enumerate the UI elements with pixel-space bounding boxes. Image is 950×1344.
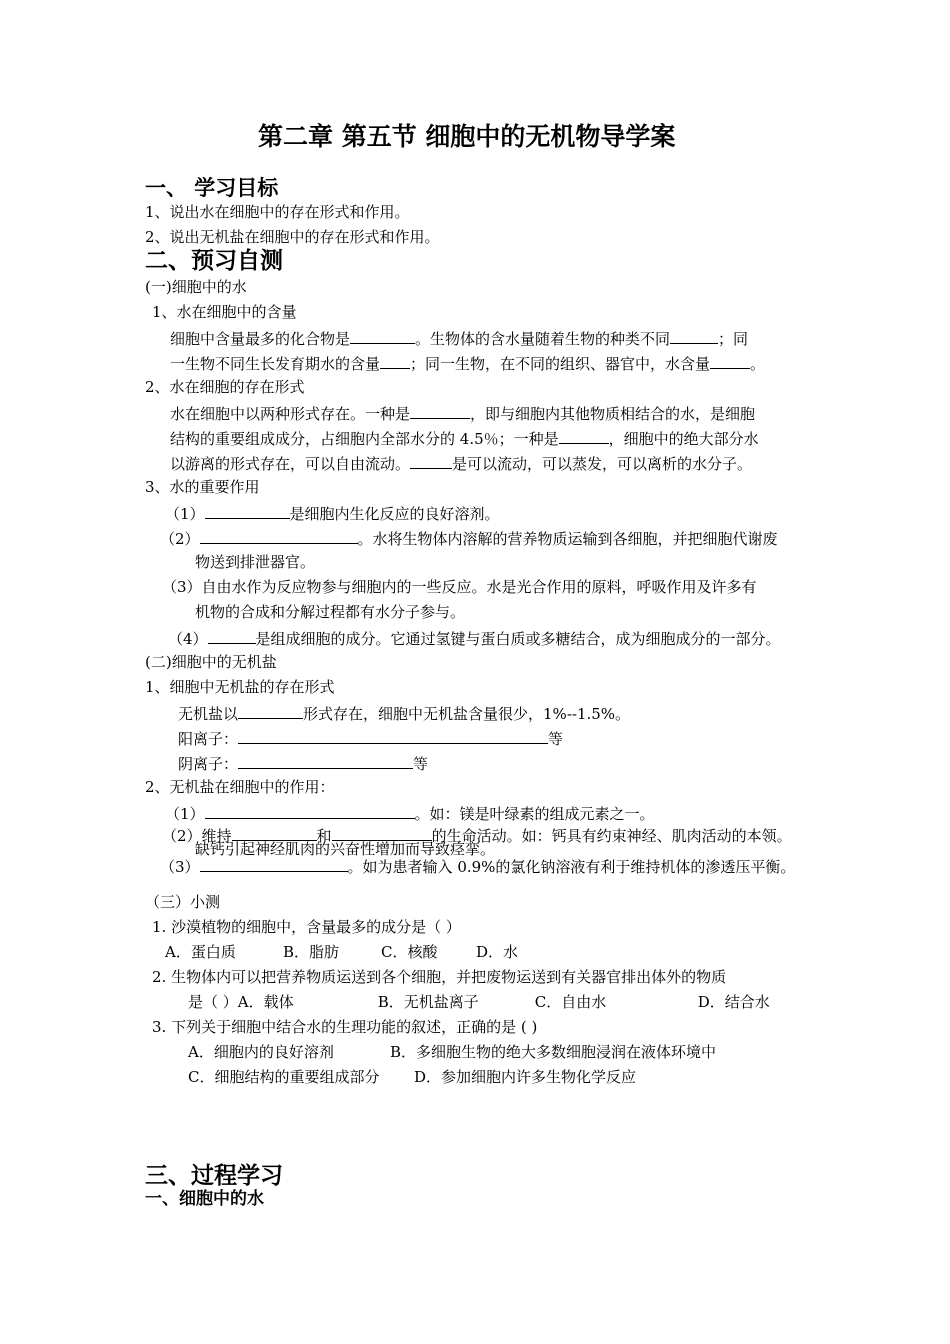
blank[interactable] — [559, 428, 609, 444]
water-form-line-3: 以游离的形式存在，可以自由流动。 是可以流动，可以蒸发，可以离析的水分子。 — [170, 455, 753, 473]
blank[interactable] — [238, 728, 548, 744]
option: B．脂肪 — [283, 943, 340, 961]
blank[interactable] — [200, 856, 348, 872]
section-2-heading: 二、预习自测 — [145, 248, 283, 274]
blank[interactable] — [208, 628, 256, 644]
option: B．无机盐离子 — [377, 993, 479, 1011]
section-3-sub: 一、细胞中的水 — [145, 1189, 264, 1209]
objective-item: 1、说出水在细胞中的存在形式和作用。 — [145, 203, 410, 221]
option: C．自由水 — [534, 993, 607, 1011]
blank[interactable] — [200, 528, 358, 544]
option: A．蛋白质 — [165, 943, 236, 961]
quiz-q1-options — [165, 943, 518, 961]
water-role-heading: 3、水的重要作用 — [145, 478, 260, 496]
water-role-2: （2） 。水将生物体内溶解的营养物质运输到各细胞，并把细胞代谢废 — [160, 530, 778, 548]
water-content-line-1: 细胞中含量最多的化合物是 。生物体的含水量随着生物的种类不同 ；同 — [170, 330, 749, 348]
option: C．核酸 — [381, 943, 438, 961]
quiz-q3-options-row-2 — [188, 1068, 636, 1086]
quiz-question-2: 2. 生物体内可以把营养物质运送到各个细胞，并把废物运送到有关器官排出体外的物质 — [152, 968, 727, 986]
section-1-heading: 一、 学习目标 — [145, 176, 279, 200]
blank[interactable] — [410, 453, 452, 469]
anion-line: 阴离子： 等 — [178, 755, 429, 773]
objective-item: 2、说出无机盐在细胞中的存在形式和作用。 — [145, 228, 440, 246]
quiz-q2-options: 是（ ）A．载体 B．无机盐离子 C．自由水 D．结合水 — [188, 993, 770, 1011]
blank[interactable] — [670, 328, 718, 344]
water-form-line-2: 结构的重要组成成分，占细胞内全部水分的 4.5％；一种是 ，细胞中的绝大部分水 — [170, 430, 759, 448]
page-title: 第二章 第五节 细胞中的无机物导学案 — [258, 122, 676, 151]
blank[interactable] — [350, 328, 415, 344]
quiz-q3-options-row-1 — [188, 1043, 716, 1061]
water-role-3-cont: 机物的合成和分解过程都有水分子参与。 — [195, 603, 466, 621]
water-role-1: （1） 是细胞内生化反应的良好溶剂。 — [165, 505, 500, 523]
salt-role-3: （3） 。如为患者输入 0.9%的氯化钠溶液有利于维持机体的渗透压平衡。 — [160, 858, 796, 876]
water-role-4: （4） 是组成细胞的成分。它通过氢键与蛋白质或多糖结合，成为细胞成分的一部分。 — [168, 630, 781, 648]
blank[interactable] — [710, 353, 750, 369]
salt-role-2: （2）维持 和 的生命活动。如：钙具有约束神经、肌肉活动的本领。 — [162, 827, 792, 845]
water-form-heading: 2、水在细胞的存在形式 — [145, 378, 305, 396]
blank[interactable] — [205, 503, 290, 519]
quiz-heading: （三）小测 — [145, 893, 221, 911]
salt-form-heading: 1、细胞中无机盐的存在形式 — [145, 678, 335, 696]
water-heading: (一)细胞中的水 — [145, 278, 247, 296]
blank[interactable] — [332, 825, 432, 841]
salt-role-1: （1） 。如：镁是叶绿素的组成元素之一。 — [165, 805, 655, 823]
salt-heading: (二)细胞中的无机盐 — [145, 653, 277, 671]
water-role-2-cont: 物送到排泄器官。 — [195, 553, 316, 571]
option: A．载体 — [237, 993, 294, 1011]
salt-form-line-1: 无机盐以 形式存在，细胞中无机盐含量很少，1%--1.5%。 — [178, 705, 631, 723]
option: A．细胞内的良好溶剂 — [188, 1043, 334, 1061]
blank[interactable] — [232, 825, 317, 841]
water-content-line-2: 一生物不同生长发育期水的含量 ；同一生物，在不同的组织、器官中，水含量 。 — [170, 355, 766, 373]
salt-role-heading: 2、无机盐在细胞中的作用： — [145, 778, 335, 796]
water-role-3: （3）自由水作为反应物参与细胞内的一些反应。水是光合作用的原料，呼吸作用及许多有 — [162, 578, 757, 596]
water-form-line-1: 水在细胞中以两种形式存在。一种是 ，即与细胞内其他物质相结合的水，是细胞 — [170, 405, 756, 423]
blank[interactable] — [380, 353, 410, 369]
salt-role-2-cont: 缺钙引起神经肌肉的兴奋性增加而导致痉挛。 — [195, 840, 496, 858]
blank[interactable] — [238, 703, 303, 719]
blank[interactable] — [205, 803, 415, 819]
quiz-question-1: 1. 沙漠植物的细胞中，含量最多的成分是（ ） — [152, 918, 461, 936]
cation-line: 阳离子： 等 — [178, 730, 564, 748]
option: D．结合水 — [697, 993, 770, 1011]
option: B．多细胞生物的绝大多数细胞浸润在液体环境中 — [390, 1043, 717, 1061]
quiz-question-3: 3. 下列关于细胞中结合水的生理功能的叙述，正确的是 ( ) — [152, 1018, 538, 1036]
blank[interactable] — [410, 403, 470, 419]
option: D．水 — [476, 943, 519, 961]
section-3-heading: 三、过程学习 — [145, 1163, 283, 1189]
water-content-heading: 1、水在细胞中的含量 — [152, 303, 297, 321]
option: D．参加细胞内许多生物化学反应 — [414, 1068, 637, 1086]
option: C．细胞结构的重要组成部分 — [188, 1068, 380, 1086]
blank[interactable] — [238, 753, 413, 769]
